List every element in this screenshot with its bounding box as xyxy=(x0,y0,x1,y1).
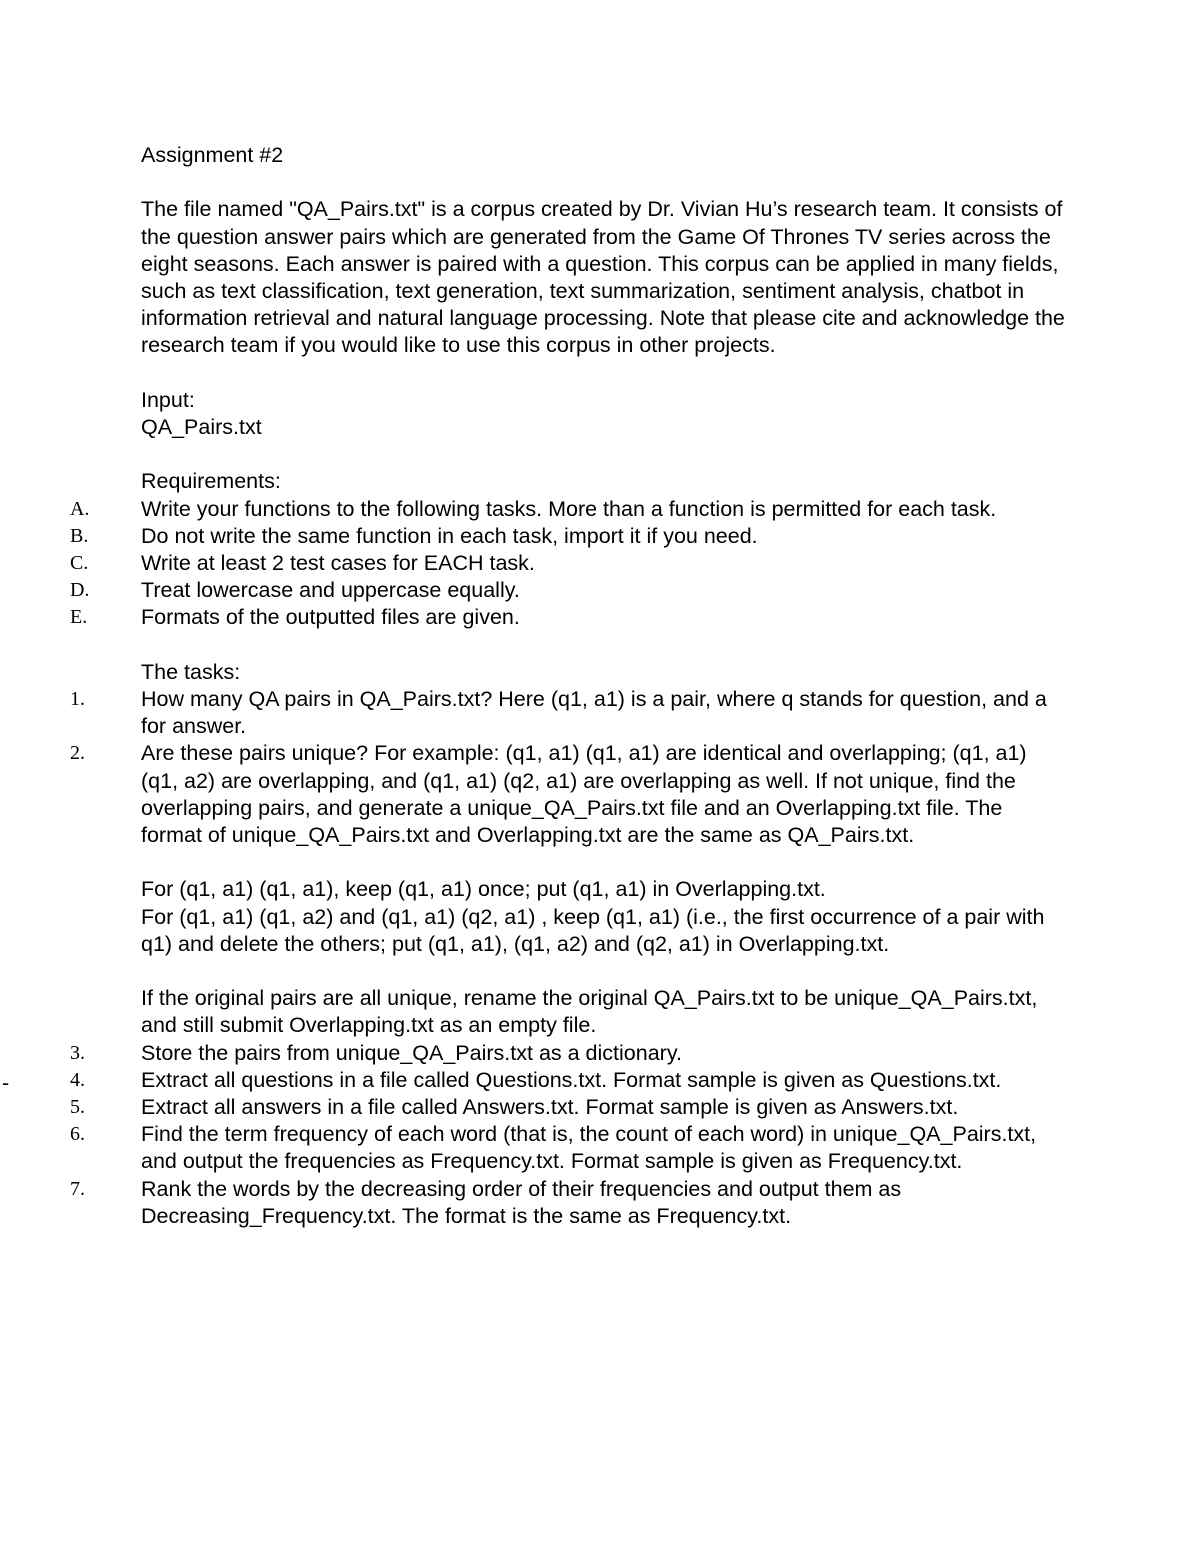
input-label: Input: xyxy=(141,387,195,412)
page-title: Assignment #2 xyxy=(141,143,284,167)
list-marker: A. xyxy=(70,497,90,520)
task-text: How many QA pairs in QA_Pairs.txt? Here (q1, a1) is a pair, where q stands for question, and a for answer. xyxy=(141,687,1047,739)
requirement-text: Do not write the same function in each task, import it if you need. xyxy=(141,523,758,548)
list-marker: C. xyxy=(70,552,89,574)
requirement-item-e xyxy=(70,604,1066,631)
requirement-text: Formats of the outputted files are given. xyxy=(141,605,520,630)
list-marker: 1. xyxy=(70,688,85,710)
document-body xyxy=(70,142,1066,1230)
task-text: Rank the words by the decreasing order of their frequencies and output them as Decreasing_Frequency.txt. The format is the same as Frequency.txt. xyxy=(141,1176,902,1228)
blank-line xyxy=(141,632,1066,659)
requirements-heading: Requirements: xyxy=(141,469,281,494)
requirements-list xyxy=(70,496,1066,632)
intro-paragraph: The file named "QA_Pairs.txt" is a corpus created by Dr. Vivian Hu’s research team. It consists of the question answer pairs which are generated from the Game Of Thrones TV series across the eight seasons. Each answer is paired with a question. This corpus can be applied in many fields, such as text classification, text generation, text summarization, sentiment analysis, chatbot in information retrieval and natural language processing. Note that please cite and acknowledge the research team if you would like to use this corpus in other projects. xyxy=(141,197,1065,358)
requirement-item-c xyxy=(70,550,1066,577)
task-text: Are these pairs unique? For example: (q1, a1) (q1, a1) are identical and overlapping; (q1, a1) (q1, a2) are overlapping, and (q1, a1) (q2, a1) are overlapping as well. If not unique, find the overlapping pairs, and generate a unique_QA_Pairs.txt file and an Overlapping.txt file. The format of unique_QA_Pairs.txt and Overlapping.txt are the same as QA_Pairs.txt. xyxy=(141,741,1027,848)
task-item-5 xyxy=(70,1094,1066,1121)
blank-line xyxy=(141,169,1066,196)
requirement-item-d xyxy=(70,577,1066,604)
task-text: Extract all questions in a file called Questions.txt. Format sample is given as Questions.txt. xyxy=(141,1067,1002,1092)
task-item-6 xyxy=(70,1121,1066,1175)
requirement-item-b xyxy=(70,523,1066,550)
task-text: Store the pairs from unique_QA_Pairs.txt as a dictionary. xyxy=(141,1040,682,1065)
task-item-7 xyxy=(70,1176,1066,1230)
requirement-text: Write your functions to the following tasks. More than a function is permitted for each task. xyxy=(141,496,997,521)
list-marker: D. xyxy=(70,579,90,602)
task-item-1 xyxy=(70,686,1066,740)
input-file: QA_Pairs.txt xyxy=(141,415,262,439)
task-2-detail: For (q1, a1) (q1, a2) and (q1, a1) (q2, a1) , keep (q1, a1) (i.e., the first occurrence of a pair with q1) and delete the others; put (q1, a1), (q1, a2) and (q2, a1) in Overlapping.txt. xyxy=(141,904,1045,956)
task-2-detail: If the original pairs are all unique, rename the original QA_Pairs.txt to be unique_QA_Pairs.txt, and still submit Overlapping.txt as an empty file. xyxy=(141,986,1038,1038)
task-text: Find the term frequency of each word (that is, the count of each word) in unique_QA_Pairs.txt, and output the frequencies as Frequency.txt. Format sample is given as Frequency.txt. xyxy=(141,1122,1037,1174)
list-marker: 2. xyxy=(70,742,85,765)
task-item-2 xyxy=(70,740,1066,1039)
tasks-heading: The tasks: xyxy=(141,659,241,684)
list-marker: 6. xyxy=(70,1123,85,1146)
list-marker: 4. xyxy=(70,1068,85,1091)
task-item-4 xyxy=(70,1067,1066,1094)
blank-line xyxy=(141,360,1066,387)
list-marker: 5. xyxy=(70,1096,85,1119)
blank-line xyxy=(141,849,1066,876)
list-marker: 3. xyxy=(70,1041,85,1064)
blank-line xyxy=(141,441,1066,468)
task-item-3 xyxy=(70,1040,1066,1067)
list-marker: 7. xyxy=(70,1177,85,1200)
task-text: Extract all answers in a file called Answers.txt. Format sample is given as Answers.txt. xyxy=(141,1095,959,1120)
list-marker: E. xyxy=(70,606,88,629)
task-2-detail: For (q1, a1) (q1, a1), keep (q1, a1) once; put (q1, a1) in Overlapping.txt. xyxy=(141,877,826,902)
tasks-list xyxy=(70,686,1066,1230)
requirement-text: Treat lowercase and uppercase equally. xyxy=(141,578,520,603)
requirement-item-a xyxy=(70,496,1066,523)
blank-line xyxy=(141,958,1066,985)
margin-mark: - xyxy=(2,1071,10,1095)
list-marker: B. xyxy=(70,524,89,547)
requirement-text: Write at least 2 test cases for EACH task. xyxy=(141,551,535,575)
